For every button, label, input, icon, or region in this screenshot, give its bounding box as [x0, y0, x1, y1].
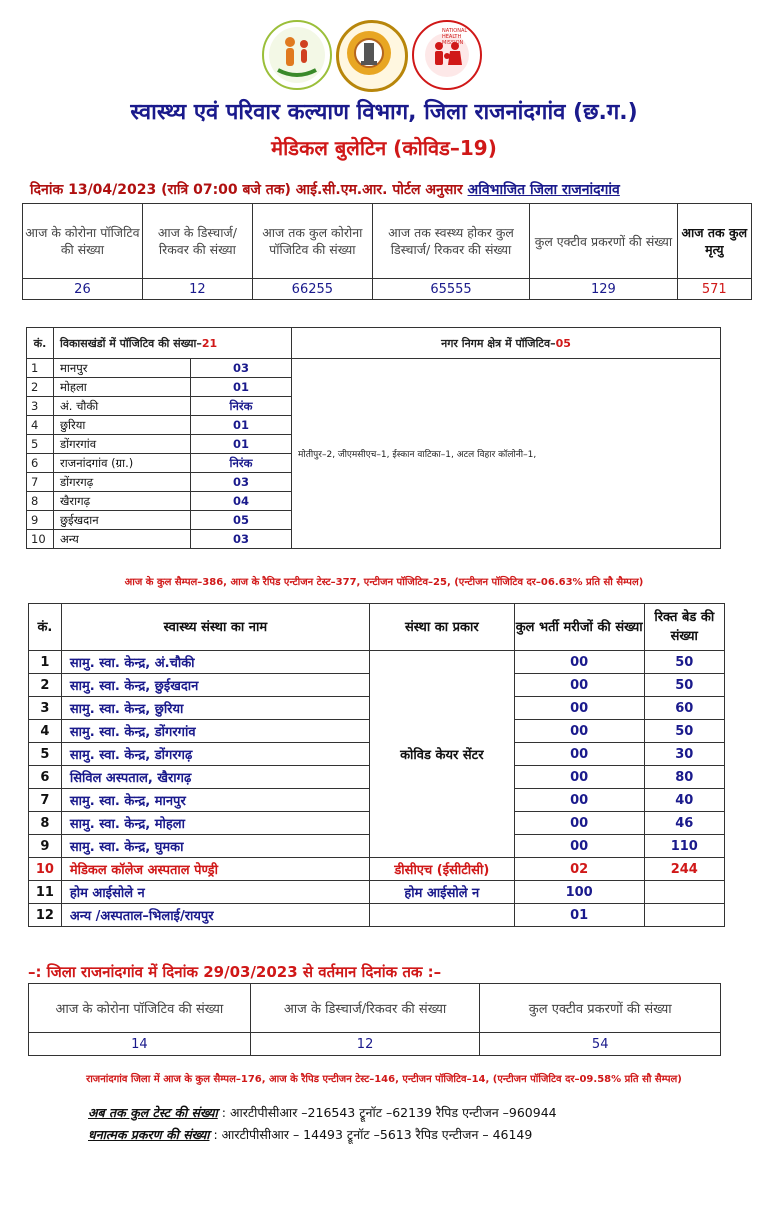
block-sn: 8 [27, 492, 54, 511]
district-value: 54 [480, 1033, 721, 1056]
block-sn: 10 [27, 530, 54, 549]
facility-admitted: 02 [514, 858, 644, 881]
district-header: आज के कोरोना पॉजिटिव की संख्या [29, 984, 251, 1033]
facility-vacant [644, 904, 724, 927]
district-header: कुल एक्टीव प्रकरणों की संख्या [480, 984, 721, 1033]
facility-type: डीसीएच (ईसीटीसी) [369, 858, 514, 881]
facility-sn: 2 [29, 674, 62, 697]
facility-header: स्वास्थ्य संस्था का नाम [61, 604, 369, 651]
facility-admitted: 00 [514, 651, 644, 674]
block-name: मानपुर [54, 359, 191, 378]
city-header-label: नगर निगम क्षेत्र में पॉजिटिव– [441, 336, 556, 350]
total-tests-label: अब तक कुल टेस्ट की संख्या [88, 1105, 218, 1120]
summary-value: 129 [530, 279, 677, 300]
facility-admitted: 00 [514, 766, 644, 789]
facility-vacant: 46 [644, 812, 724, 835]
summary-header: आज तक स्वस्थ्य होकर कुल डिस्चार्ज/ रिकवर की संख्या [372, 204, 529, 279]
total-tests-values: : आरटीपीसीआर –216543 ट्रूनॉट –62139 रैपिड एन्टीजन –960944 [217, 1105, 557, 1120]
facility-header: कं. [29, 604, 62, 651]
city-header-count: 05 [555, 336, 571, 350]
block-name: डोंगरगढ़ [54, 473, 191, 492]
facility-admitted: 00 [514, 697, 644, 720]
facility-type [369, 904, 514, 927]
facility-row [29, 881, 725, 904]
block-sn: 6 [27, 454, 54, 473]
total-tests-line [88, 1104, 557, 1121]
summary-header: आज तक कुल कोरोना पॉजिटिव की संख्या [252, 204, 372, 279]
facility-header: संस्था का प्रकार [369, 604, 514, 651]
facility-header: कुल भर्ती मरीजों की संख्या [514, 604, 644, 651]
block-value: 01 [191, 378, 292, 397]
facility-name: सामु. स्वा. केन्द्र, घुमका [61, 835, 369, 858]
facility-name: मेडिकल कॉलेज अस्पताल पेण्ड्री [61, 858, 369, 881]
block-name: डोंगरगांव [54, 435, 191, 454]
facility-sn: 12 [29, 904, 62, 927]
facility-sn: 5 [29, 743, 62, 766]
block-col-header [54, 328, 292, 359]
facility-name: अन्य /अस्पताल–भिलाई/रायपुर [61, 904, 369, 927]
facility-admitted: 00 [514, 812, 644, 835]
facility-sn: 1 [29, 651, 62, 674]
facility-name: सामु. स्वा. केन्द्र, छुरिया [61, 697, 369, 720]
bulletin-subtitle: मेडिकल बुलेटिन (कोविड–19) [271, 136, 497, 160]
date-line [30, 180, 620, 199]
summary-header: आज तक कुल मृत्यु [677, 204, 751, 279]
block-name: अं. चौकी [54, 397, 191, 416]
block-sn: 2 [27, 378, 54, 397]
block-value: 04 [191, 492, 292, 511]
block-value: 03 [191, 359, 292, 378]
block-value: 03 [191, 530, 292, 549]
block-header-label: विकासखंडों में पॉजिटिव की संख्या– [60, 336, 202, 350]
block-value: 01 [191, 435, 292, 454]
facility-vacant: 50 [644, 674, 724, 697]
positive-cases-values: : आरटीपीसीआर – 14493 ट्रूनॉट –5613 रैपिड एन्टीजन – 46149 [209, 1127, 533, 1142]
facility-admitted: 00 [514, 743, 644, 766]
facility-name: सिविल अस्पताल, खैरागढ़ [61, 766, 369, 789]
facility-name: होम आईसोले न [61, 881, 369, 904]
facility-name: सामु. स्वा. केन्द्र, मानपुर [61, 789, 369, 812]
district-value: 12 [250, 1033, 480, 1056]
block-value: 03 [191, 473, 292, 492]
section2-title: –: जिला राजनांदगांव में दिनांक 29/03/2023 से वर्तमान दिनांक तक :– [28, 963, 442, 981]
health-family-logo [262, 20, 332, 90]
state-emblem-logo [336, 20, 408, 92]
facility-admitted: 00 [514, 720, 644, 743]
summary-value: 571 [677, 279, 751, 300]
block-table [26, 327, 721, 549]
block-name: खैरागढ़ [54, 492, 191, 511]
facility-vacant: 80 [644, 766, 724, 789]
facility-admitted: 01 [514, 904, 644, 927]
block-name: छुईखदान [54, 511, 191, 530]
facility-name: सामु. स्वा. केन्द्र, अं.चौकी [61, 651, 369, 674]
page-title: स्वास्थ्य एवं परिवार कल्याण विभाग, जिला राजनांदगांव (छ.ग.) [130, 100, 638, 125]
block-name: अन्य [54, 530, 191, 549]
block-name: मोहला [54, 378, 191, 397]
district-summary-table [28, 983, 721, 1056]
district-header: आज के डिस्चार्ज/रिकवर की संख्या [250, 984, 480, 1033]
block-value: निरंक [191, 397, 292, 416]
facility-admitted: 00 [514, 674, 644, 697]
logo-group [262, 20, 492, 98]
city-col-header [292, 328, 721, 359]
facility-sn: 6 [29, 766, 62, 789]
positive-cases-label: धनात्मक प्रकरण की संख्या [88, 1127, 210, 1142]
facility-type: होम आईसोले न [369, 881, 514, 904]
facility-sn: 7 [29, 789, 62, 812]
facility-sn: 8 [29, 812, 62, 835]
facility-sn: 11 [29, 881, 62, 904]
block-sn: 9 [27, 511, 54, 530]
block-value: 05 [191, 511, 292, 530]
summary-header: आज के डिस्चार्ज/रिकवर की संख्या [142, 204, 252, 279]
block-col-sn: कं. [27, 328, 54, 359]
facility-row [29, 858, 725, 881]
facility-vacant: 60 [644, 697, 724, 720]
summary-value: 66255 [252, 279, 372, 300]
facility-sn: 4 [29, 720, 62, 743]
facility-sn: 9 [29, 835, 62, 858]
block-name: राजनांदगांव (ग्रा.) [54, 454, 191, 473]
facility-admitted: 100 [514, 881, 644, 904]
summary-value: 26 [23, 279, 143, 300]
block-value: निरंक [191, 454, 292, 473]
block-value: 01 [191, 416, 292, 435]
summary-header: आज के कोरोना पॉजिटिव की संख्या [23, 204, 143, 279]
district-sample-note: राजनांदगांव जिला में आज के कुल सैम्पल–176, आज के रैपिड एन्टीजन टेस्ट–146, एन्टीजन पॉजिटिव–14, (एन्टीजन पॉजिटिव दर–09.58% प्रति सौ सैम्पल) [86, 1074, 682, 1085]
facility-name: सामु. स्वा. केन्द्र, डोंगरगढ़ [61, 743, 369, 766]
summary-value: 12 [142, 279, 252, 300]
facility-vacant: 50 [644, 720, 724, 743]
block-sn: 5 [27, 435, 54, 454]
block-row [27, 359, 721, 378]
nhm-logo [412, 20, 482, 90]
block-sn: 4 [27, 416, 54, 435]
facility-vacant: 244 [644, 858, 724, 881]
facility-name: सामु. स्वा. केन्द्र, छुईखदान [61, 674, 369, 697]
facility-row [29, 651, 725, 674]
facility-sn: 10 [29, 858, 62, 881]
facility-header: रिक्त बेड की संख्या [644, 604, 724, 651]
facility-row [29, 904, 725, 927]
block-name: छुरिया [54, 416, 191, 435]
district-value: 14 [29, 1033, 251, 1056]
facility-admitted: 00 [514, 835, 644, 858]
district-name: अविभाजित जिला राजनांदगांव [467, 182, 620, 198]
facility-vacant: 40 [644, 789, 724, 812]
block-sn: 3 [27, 397, 54, 416]
facility-vacant: 50 [644, 651, 724, 674]
positive-cases-line [88, 1126, 532, 1143]
city-detail: मोतीपुर–2, जीएमसीएच–1, ईस्कान वाटिका–1, अटल विहार कॉलोनी–1, [292, 359, 721, 549]
summary-value: 65555 [372, 279, 529, 300]
facility-sn: 3 [29, 697, 62, 720]
facility-name: सामु. स्वा. केन्द्र, डोंगरगांव [61, 720, 369, 743]
summary-table [22, 203, 752, 300]
block-sn: 7 [27, 473, 54, 492]
sample-note: आज के कुल सैम्पल–386, आज के रैपिड एन्टीजन टेस्ट–377, एन्टीजन पॉजिटिव–25, (एन्टीजन पॉजिटिव दर–06.63% प्रति सौ सैम्पल) [124, 577, 644, 588]
facility-vacant: 30 [644, 743, 724, 766]
facility-vacant [644, 881, 724, 904]
date-text: दिनांक 13/04/2023 (रात्रि 07:00 बजे तक) आई.सी.एम.आर. पोर्टल अनुसार [30, 182, 468, 198]
facility-vacant: 110 [644, 835, 724, 858]
facility-admitted: 00 [514, 789, 644, 812]
facility-name: सामु. स्वा. केन्द्र, मोहला [61, 812, 369, 835]
block-sn: 1 [27, 359, 54, 378]
facility-type: कोविड केयर सेंटर [369, 651, 514, 858]
block-header-count: 21 [201, 336, 218, 350]
summary-header: कुल एक्टीव प्रकरणों की संख्या [530, 204, 677, 279]
nhm-logo-text: NATIONAL HEALTH MISSION [442, 28, 468, 46]
facility-table [28, 603, 725, 927]
